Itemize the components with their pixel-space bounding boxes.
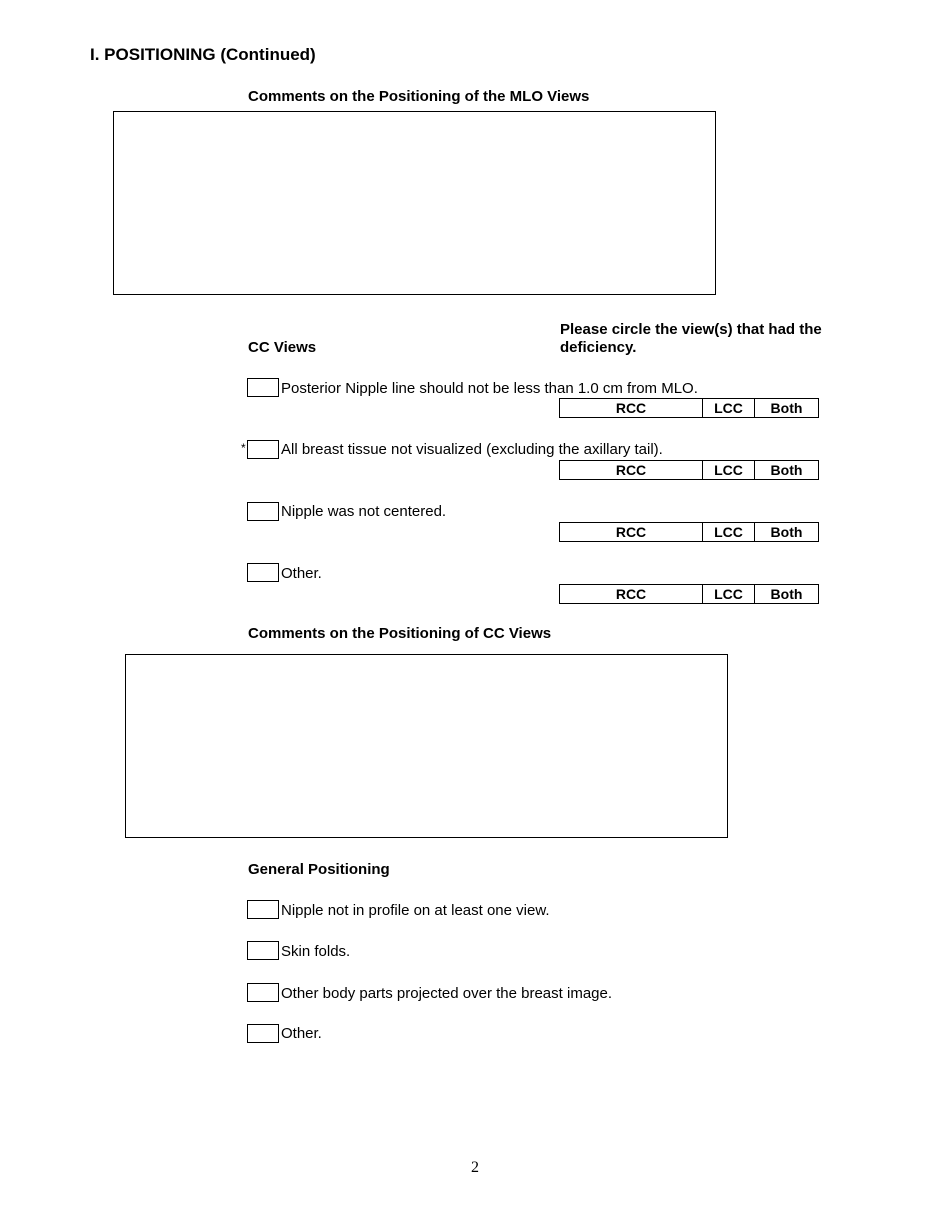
view-option-rcc[interactable]: RCC (560, 585, 703, 604)
general-item-checkbox[interactable] (247, 941, 279, 960)
view-option-rcc[interactable]: RCC (560, 399, 703, 418)
general-item-checkbox[interactable] (247, 1024, 279, 1043)
view-option-lcc[interactable]: LCC (703, 585, 755, 604)
view-selector (559, 584, 819, 604)
section-title: I. POSITIONING (Continued) (90, 45, 316, 64)
circle-view-instruction: Please circle the view(s) that had the deficiency. (560, 321, 822, 356)
required-marker: * (241, 441, 246, 455)
view-option-lcc[interactable]: LCC (703, 523, 755, 542)
view-option-rcc[interactable]: RCC (560, 523, 703, 542)
cc-item-checkbox[interactable] (247, 563, 279, 582)
general-item-label: Skin folds. (281, 943, 351, 960)
cc-item-label: Other. (281, 565, 322, 582)
cc-comments-box[interactable] (125, 654, 728, 838)
view-selector (559, 522, 819, 542)
cc-item-label: Nipple was not centered. (281, 503, 447, 520)
view-option-both[interactable]: Both (755, 461, 819, 480)
view-option-lcc[interactable]: LCC (703, 399, 755, 418)
general-positioning-heading: General Positioning (248, 861, 390, 878)
cc-comments-label: Comments on the Positioning of CC Views (248, 625, 552, 642)
cc-views-heading: CC Views (248, 339, 317, 356)
general-item-label: Other body parts projected over the breast image. (281, 985, 613, 1002)
page-number: 2 (471, 1159, 479, 1176)
view-option-both[interactable]: Both (755, 523, 819, 542)
cc-item-label: Posterior Nipple line should not be less than 1.0 cm from MLO. (281, 380, 698, 397)
general-item-checkbox[interactable] (247, 983, 279, 1002)
view-selector (559, 460, 819, 480)
cc-item-label: All breast tissue not visualized (excluding the axillary tail). (281, 441, 663, 458)
mlo-comments-label: Comments on the Positioning of the MLO Views (248, 88, 590, 105)
view-option-both[interactable]: Both (755, 585, 819, 604)
view-selector (559, 398, 819, 418)
view-option-both[interactable]: Both (755, 399, 819, 418)
general-item-checkbox[interactable] (247, 900, 279, 919)
mlo-comments-box[interactable] (113, 111, 716, 295)
cc-item-checkbox[interactable] (247, 502, 279, 521)
general-item-label: Nipple not in profile on at least one view. (281, 902, 550, 919)
view-option-rcc[interactable]: RCC (560, 461, 703, 480)
cc-item-checkbox[interactable] (247, 378, 279, 397)
view-option-lcc[interactable]: LCC (703, 461, 755, 480)
cc-item-checkbox[interactable] (247, 440, 279, 459)
general-item-label: Other. (281, 1025, 322, 1042)
